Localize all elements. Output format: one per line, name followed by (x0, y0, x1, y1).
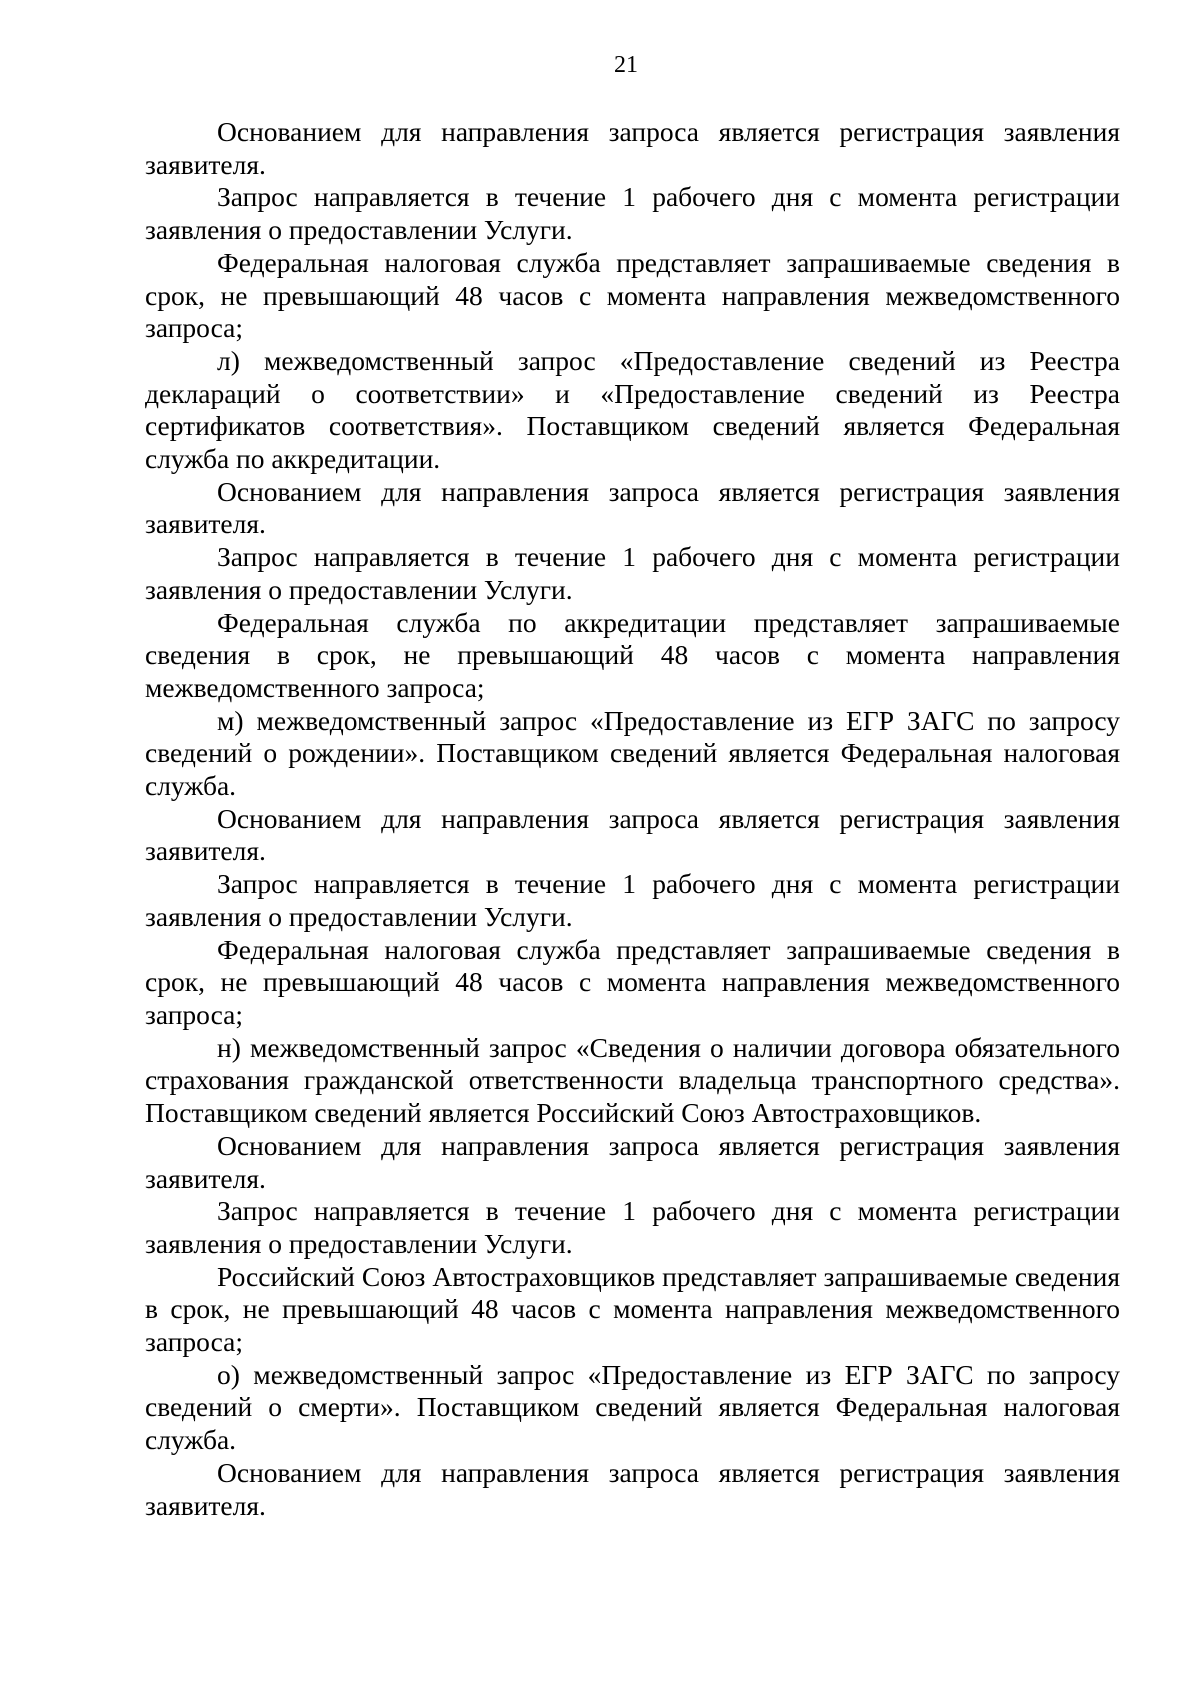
paragraph: л) межведомственный запрос «Предоставление сведений из Реестра деклараций о соответствии» и «Предоставление сведений из Реестра сертификатов соответствия». Поставщиком сведений является Федеральная служба по аккредитации. (145, 344, 1120, 475)
paragraph: Запрос направляется в течение 1 рабочего дня с момента регистрации заявления о предоставлении Услуги. (145, 1195, 1120, 1259)
paragraph: Основанием для направления запроса является регистрация заявления заявителя. (145, 475, 1120, 540)
paragraph: Запрос направляется в течение 1 рабочего дня с момента регистрации заявления о предоставлении Услуги. (145, 868, 1120, 932)
paragraph: н) межведомственный запрос «Сведения о наличии договора обязательного страхования гражданской ответственности владельца транспортного средства». Поставщиком сведений является Российский Союз Автостраховщиков. (145, 1031, 1120, 1129)
document-body (145, 116, 1120, 1522)
page-number: 21 (614, 52, 638, 78)
paragraph: Федеральная налоговая служба представляет запрашиваемые сведения в срок, не превышающий 48 часов с момента направления межведомственного запроса; (145, 933, 1120, 1030)
paragraph: м) межведомственный запрос «Предоставление из ЕГР ЗАГС по запросу сведений о рождении». Поставщиком сведений является Федеральная налоговая служба. (145, 704, 1120, 802)
paragraph: Основанием для направления запроса является регистрация заявления заявителя. (145, 1129, 1120, 1194)
paragraph: Запрос направляется в течение 1 рабочего дня с момента регистрации заявления о предоставлении Услуги. (145, 541, 1120, 605)
paragraph: Основанием для направления запроса является регистрация заявления заявителя. (145, 802, 1120, 867)
paragraph: Федеральная налоговая служба представляет запрашиваемые сведения в срок, не превышающий 48 часов с момента направления межведомственного запроса; (145, 246, 1120, 344)
paragraph: Российский Союз Автостраховщиков представляет запрашиваемые сведения в срок, не превышающий 48 часов с момента направления межведомственного запроса; (145, 1260, 1120, 1358)
paragraph: Основанием для направления запроса является регистрация заявления заявителя. (145, 1456, 1120, 1521)
paragraph: о) межведомственный запрос «Предоставление из ЕГР ЗАГС по запросу сведений о смерти». Поставщиком сведений является Федеральная налоговая служба. (145, 1358, 1120, 1456)
paragraph: Федеральная служба по аккредитации представляет запрашиваемые сведения в срок, не превышающий 48 часов с момента направления межведомственного запроса; (145, 606, 1120, 703)
paragraph: Запрос направляется в течение 1 рабочего дня с момента регистрации заявления о предоставлении Услуги. (145, 181, 1120, 246)
paragraph: Основанием для направления запроса является регистрация заявления заявителя. (145, 116, 1120, 180)
